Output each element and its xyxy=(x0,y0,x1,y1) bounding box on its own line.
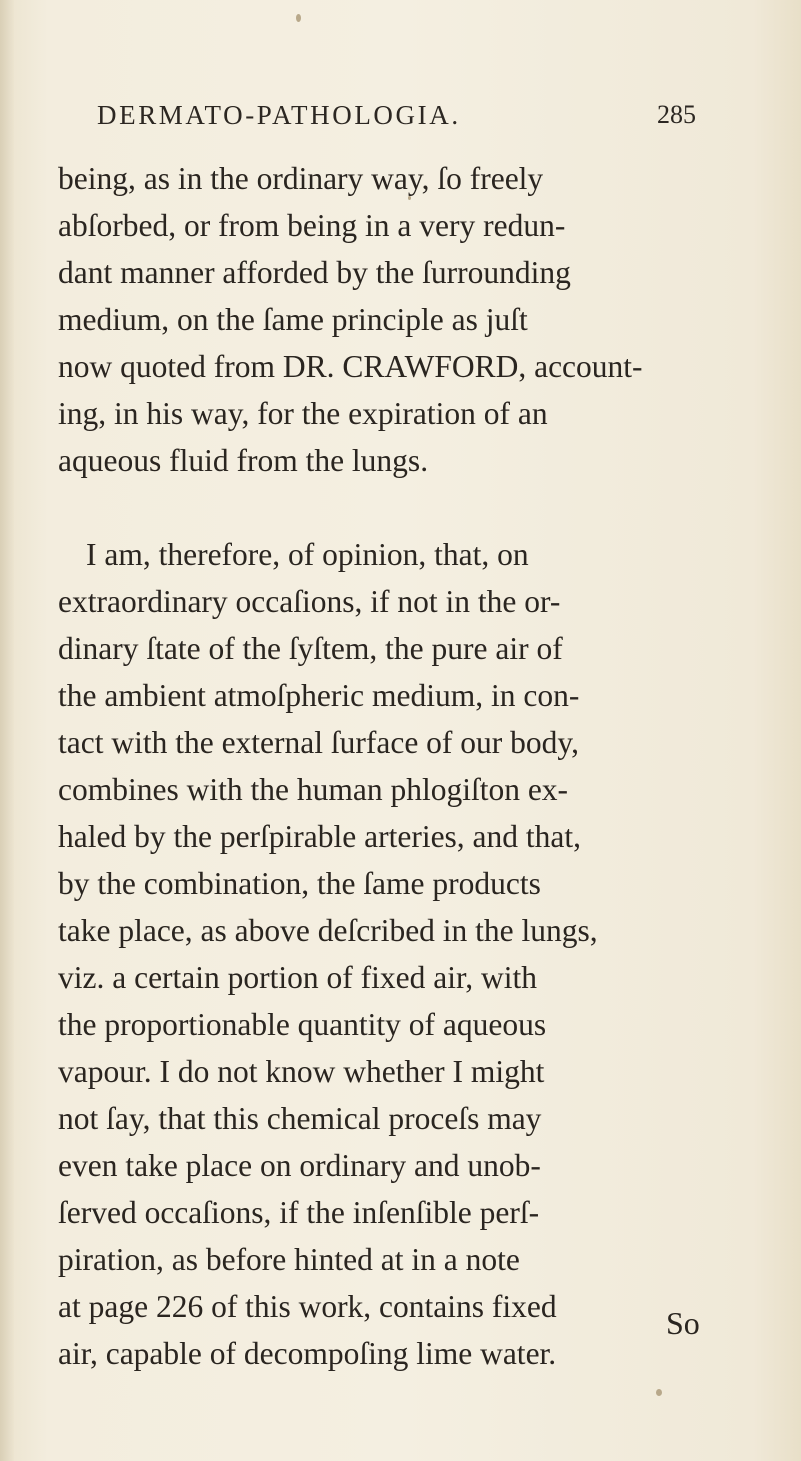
text-line: extraordinary occaſions, if not in the or- xyxy=(58,584,561,619)
text-line: combines with the human phlogiſton ex- xyxy=(58,772,569,807)
paragraph-2 xyxy=(58,531,758,1377)
text-line: take place, as above deſcribed in the lungs, xyxy=(58,913,598,948)
text-line: not ſay, that this chemical proceſs may xyxy=(58,1101,542,1136)
paragraph-spacer xyxy=(58,484,758,531)
text-line: abſorbed, or from being in a very redun- xyxy=(58,208,566,243)
text-line: piration, as before hinted at in a note xyxy=(58,1242,520,1277)
body-text xyxy=(58,155,758,1377)
paper-speck xyxy=(408,196,411,200)
text-line: haled by the perſpirable arteries, and that, xyxy=(58,819,582,854)
paper-speck xyxy=(296,14,301,22)
text-line: I am, therefore, of opinion, that, on xyxy=(86,537,529,572)
text-line: even take place on ordinary and unob- xyxy=(58,1148,541,1183)
text-line: aqueous fluid from the lungs. xyxy=(58,443,429,478)
paragraph-1 xyxy=(58,155,758,484)
text-line: air, capable of decompoſing lime water. xyxy=(58,1336,557,1371)
running-title: DERMATO-PATHOLOGIA. xyxy=(97,100,461,130)
page-number: 285 xyxy=(657,100,696,129)
text-line: medium, on the ſame principle as juſt xyxy=(58,302,528,337)
text-line: at page 226 of this work, contains fixed xyxy=(58,1289,557,1324)
paper-speck xyxy=(656,1389,662,1396)
running-head xyxy=(0,100,801,140)
text-line: being, as in the ordinary way, ſo freely xyxy=(58,161,544,196)
text-line: viz. a certain portion of fixed air, with xyxy=(58,960,537,995)
text-line: dant manner afforded by the ſurrounding xyxy=(58,255,571,290)
text-line: the ambient atmoſpheric medium, in con- xyxy=(58,678,580,713)
text-line: by the combination, the ſame products xyxy=(58,866,541,901)
text-line: vapour. I do not know whether I might xyxy=(58,1054,545,1089)
text-line: dinary ſtate of the ſyſtem, the pure air of xyxy=(58,631,563,666)
text-line: tact with the external ſurface of our body, xyxy=(58,725,579,760)
page-edge-shadow xyxy=(0,0,14,1461)
text-line: ing, in his way, for the expiration of an xyxy=(58,396,548,431)
catchword: So xyxy=(666,1305,700,1341)
text-line: now quoted from DR. CRAWFORD, account- xyxy=(58,349,643,384)
text-line: ſerved occaſions, if the inſenſible perſ- xyxy=(58,1195,540,1230)
text-line: the proportionable quantity of aqueous xyxy=(58,1007,547,1042)
